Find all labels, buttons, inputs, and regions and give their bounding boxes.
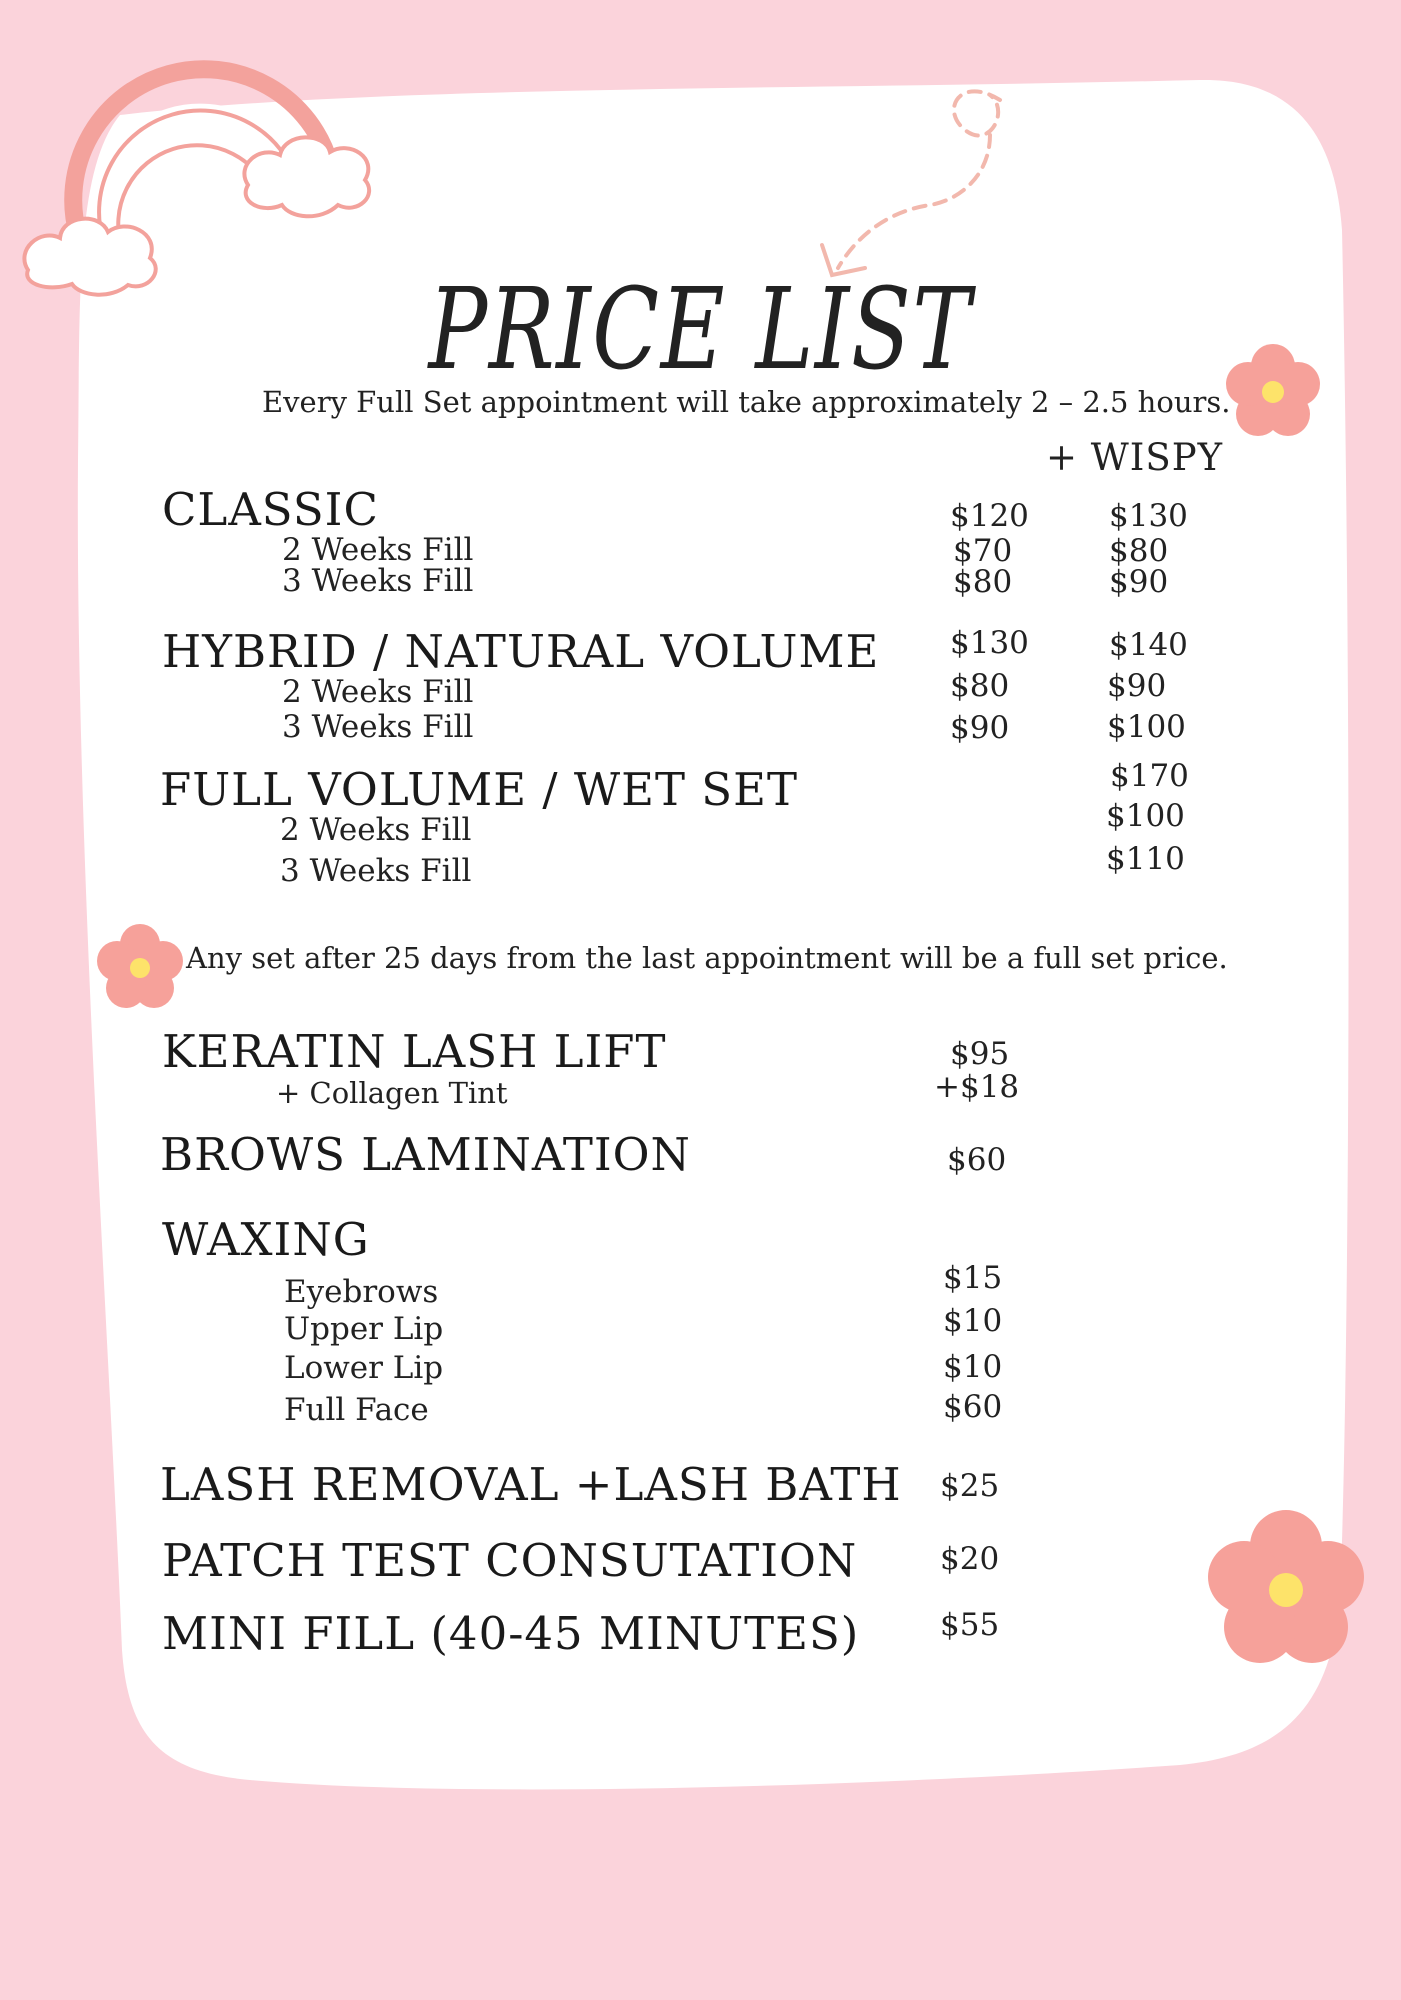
classic-fill-2-price: $70	[953, 533, 1013, 569]
mini-fill-price: $55	[940, 1607, 1000, 1643]
brows-lamination-heading: BROWS LAMINATION	[160, 1128, 691, 1181]
page-title: PRICE LIST	[428, 265, 973, 395]
classic-fill-3-price: $80	[953, 564, 1013, 600]
brows-lamination-price: $60	[947, 1142, 1007, 1178]
cloud-icon	[24, 219, 155, 295]
hybrid-price: $130	[950, 625, 1029, 661]
waxing-item-label: Upper Lip	[284, 1311, 444, 1347]
hybrid-fill-3-label: 3 Weeks Fill	[282, 709, 474, 745]
hybrid-wispy-price: $140	[1109, 627, 1188, 663]
collagen-tint-addon-label: + Collagen Tint	[276, 1076, 508, 1110]
hybrid-fill-2-price: $80	[950, 668, 1010, 704]
collagen-tint-addon-price: +$18	[934, 1069, 1020, 1105]
classic-heading: CLASSIC	[162, 483, 379, 536]
hybrid-fill-2-wispy-price: $90	[1107, 668, 1167, 704]
full-set-rule-note: Any set after 25 days from the last appointment will be a full set price.	[186, 941, 1228, 975]
classic-wispy-price: $130	[1109, 498, 1188, 534]
full-volume-fill-2-label: 2 Weeks Fill	[280, 812, 472, 848]
waxing-item-label: Eyebrows	[284, 1274, 439, 1310]
waxing-item-price: $10	[943, 1349, 1003, 1385]
patch-test-heading: PATCH TEST CONSUTATION	[162, 1534, 858, 1587]
lash-lift-price: $95	[950, 1036, 1010, 1072]
lash-lift-heading: KERATIN LASH LIFT	[162, 1025, 667, 1078]
hybrid-fill-2-label: 2 Weeks Fill	[282, 674, 474, 710]
hybrid-heading: HYBRID / NATURAL VOLUME	[162, 625, 880, 678]
full-volume-fill-2-wispy-price: $100	[1106, 798, 1185, 834]
classic-fill-2-wispy-price: $80	[1109, 533, 1169, 569]
wispy-column-header: + WISPY	[1046, 436, 1224, 479]
lash-removal-price: $25	[940, 1468, 1000, 1504]
full-volume-heading: FULL VOLUME / WET SET	[160, 763, 798, 816]
waxing-item-label: Full Face	[284, 1392, 429, 1428]
classic-fill-3-wispy-price: $90	[1109, 564, 1169, 600]
patch-test-price: $20	[940, 1541, 1000, 1577]
hybrid-fill-3-wispy-price: $100	[1107, 709, 1186, 745]
waxing-item-price: $10	[943, 1303, 1003, 1339]
hybrid-fill-3-price: $90	[950, 710, 1010, 746]
full-volume-wispy-price: $170	[1110, 758, 1189, 794]
classic-fill-3-label: 3 Weeks Fill	[282, 563, 474, 599]
waxing-heading: WAXING	[162, 1213, 370, 1266]
lash-removal-heading: LASH REMOVAL +LASH BATH	[160, 1458, 902, 1511]
mini-fill-heading: MINI FILL (40-45 MINUTES)	[162, 1607, 860, 1660]
waxing-item-price: $60	[943, 1389, 1003, 1425]
full-volume-fill-3-wispy-price: $110	[1106, 841, 1185, 877]
full-set-duration-note: Every Full Set appointment will take approximately 2 – 2.5 hours.	[262, 385, 1231, 419]
waxing-item-price: $15	[943, 1260, 1003, 1296]
classic-price: $120	[950, 498, 1029, 534]
waxing-item-label: Lower Lip	[284, 1350, 444, 1386]
classic-fill-2-label: 2 Weeks Fill	[282, 532, 474, 568]
full-volume-fill-3-label: 3 Weeks Fill	[280, 853, 472, 889]
